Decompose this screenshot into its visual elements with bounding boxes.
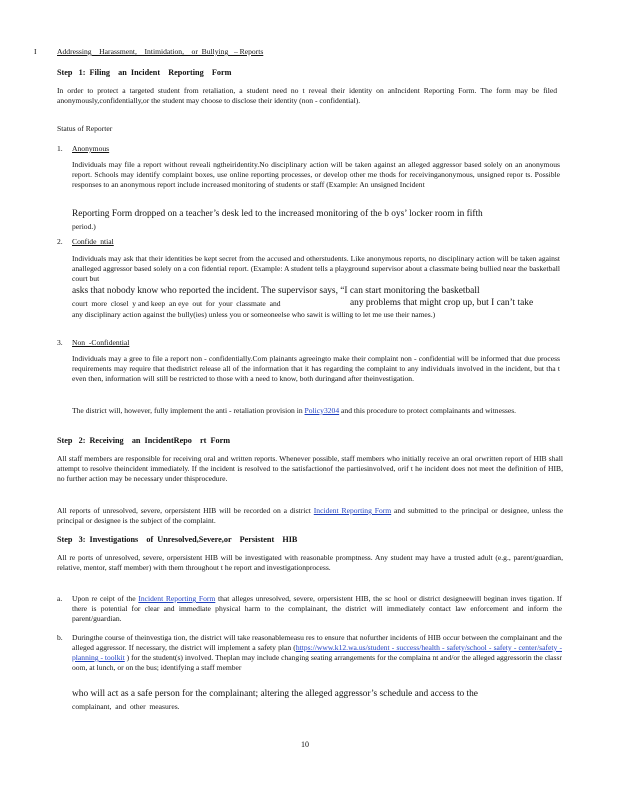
item-a-letter: a. xyxy=(57,594,63,603)
item1-text-a: Individuals may file a report without reveali ngtheiridentity.No disciplinary action will be taken against an alleged aggressor based solely on an anonymous report. Schools may identify complaint boxes, use online reporting processes, or develop other me thods for receivinganonymous, unsigned repor ts. Possible responses to an anonymous report include increased monitoring of students or staff (Example: An unsigned Incident xyxy=(72,160,560,189)
policy-3204-link[interactable]: Policy3204 xyxy=(304,406,340,415)
item3-number: 3. xyxy=(57,338,63,347)
section-roman: I xyxy=(34,47,37,56)
item1-number: 1. xyxy=(57,144,63,153)
item3-text-b-post: and this procedure to protect complainants and witnesses. xyxy=(341,406,517,415)
safety-planning-toolkit-link[interactable]: https://www.k12.wa.us/student - success/health - safety/school - safety - center/safety - planning - toolkit xyxy=(72,643,562,662)
item1-text-b: Reporting Form dropped on a teacher’s desk led to the increased monitoring of the b oys’ locker room in fifth xyxy=(72,209,483,219)
item3-text-b-pre: The district will, however, fully implement the anti - retaliation provision in xyxy=(72,406,303,415)
step2-para1: All staff members are responsible for receiving oral and written reports. Whenever possible, staff members who initially receive an oral orwritten report of HIB shall attempt to resolve theincident immediately. If the incident is resolved to the satisfactionof the partiesinvolved, orif t he incident does not meet the definition of HIB, no further action may be necessary under thisprocedure. xyxy=(57,454,563,483)
item2-text-c-big: any problems that might crop up, but I can’t take xyxy=(350,298,534,308)
item-b-text-c: who will act as a safe person for the complainant; altering the alleged aggressor’s schedule and access to the xyxy=(72,689,478,699)
item-b-text-b: ) for the student(s) involved. Theplan may include changing seating arrangements for the complaina nt and/or the alleged aggressorin the classr oom, at lunch, or on the bus; identifying a staff member xyxy=(72,653,562,672)
step3-heading: Step 3: Investigations of Unresolved,Severe,or Persistent HIB xyxy=(57,535,298,544)
item2-text-d: any disciplinary action against the bully(ies) unless you or someoneelse who sawit is willing to let me use their names.) xyxy=(72,310,436,319)
item-b-text-a: Duringthe course of theinvestiga tion, the district will take reasonablemeasu res to ensure that nofurther incidents of HIB occur between the complainant and the alleged aggressor. If necessary, the district will implement a safety plan ( xyxy=(72,633,562,652)
item-a-post: that alleges unresolved, severe, orpersistent HIB, the sc hool or district designeewill beginan inves tigation. If there is potential for clear and immediate physical harm to the complainant, the district will immediately contact law enforcement and inform the parent/guardian. xyxy=(72,594,562,623)
item-a-text xyxy=(72,594,562,624)
step2-para2-post: and submitted to the principal or designee, unless the principal or designee is the subject of the complaint. xyxy=(57,506,563,525)
item1-text-c: period.) xyxy=(72,222,96,231)
item2-label: Confide ntial xyxy=(72,237,114,246)
item2-text-b: asks that nobody know who reported the incident. The supervisor says, “I can start monitoring the basketball xyxy=(72,286,480,296)
item-a-pre: Upon re ceipt of the xyxy=(72,594,136,603)
step1-intro: In order to protect a targeted student from retaliation, a student need no t reveal their identity on anIncident Reporting Form. The form may be filed anonymously,confidentially,or the student may choose to disclose their identity (non - confidential). xyxy=(57,86,557,105)
page-number: 10 xyxy=(301,740,309,749)
item3-text-b xyxy=(72,406,560,416)
item-a-form-link[interactable]: Incident Reporting Form xyxy=(138,594,216,603)
step2-heading: Step 2: Receiving an IncidentRepo rt Form xyxy=(57,436,231,445)
item2-text-a: Individuals may ask that their identities be kept secret from the accused and otherstudents. Like anonymous reports, no disciplinary action will be taken against analleged aggressor based solely on a con fidential report. (Example: A student tells a playground supervisor about a classmate being bullied near the basketball court but xyxy=(72,254,560,283)
item3-text-a: Individuals may a gree to file a report non - confidentially.Com plainants agreeingto make their complaint non - confidential will be informed that due process requirements may require that thedistrict release all of the information that it has regarding the complaint to any individuals involved in the incident, but tha t even then, information will still be restricted to those with a need to know, both duringand after theinvestigation. xyxy=(72,354,560,383)
item-b-text xyxy=(72,633,562,673)
item2-number: 2. xyxy=(57,237,63,246)
item-b-text-d: complainant, and other measures. xyxy=(72,702,180,711)
section-title: Addressing Harassment, Intimidation, or Bullying – Reports xyxy=(57,47,264,56)
step2-para2 xyxy=(57,506,563,526)
status-label: Status of Reporter xyxy=(57,124,113,133)
step1-heading: Step 1: Filing an Incident Reporting Form xyxy=(57,68,232,77)
step2-para2-pre: All reports of unresolved, severe, orpersistent HIB will be recorded on a district xyxy=(57,506,311,515)
item1-label: Anonymous xyxy=(72,144,110,153)
item-b-letter: b. xyxy=(57,633,63,642)
incident-reporting-form-link[interactable]: Incident Reporting Form xyxy=(313,506,392,515)
step3-para1: All re ports of unresolved, severe, orpersistent HIB will be investigated with reasonable promptness. Any student may have a trusted adult (e.g., parent/guardian, relative, mentor, staff member) with them throughout t he report and investigationprocess. xyxy=(57,553,563,572)
item3-label: Non -Confidential xyxy=(72,338,130,347)
item2-text-c-small: court more closel y and keep an eye out for your classmate and xyxy=(72,299,281,308)
